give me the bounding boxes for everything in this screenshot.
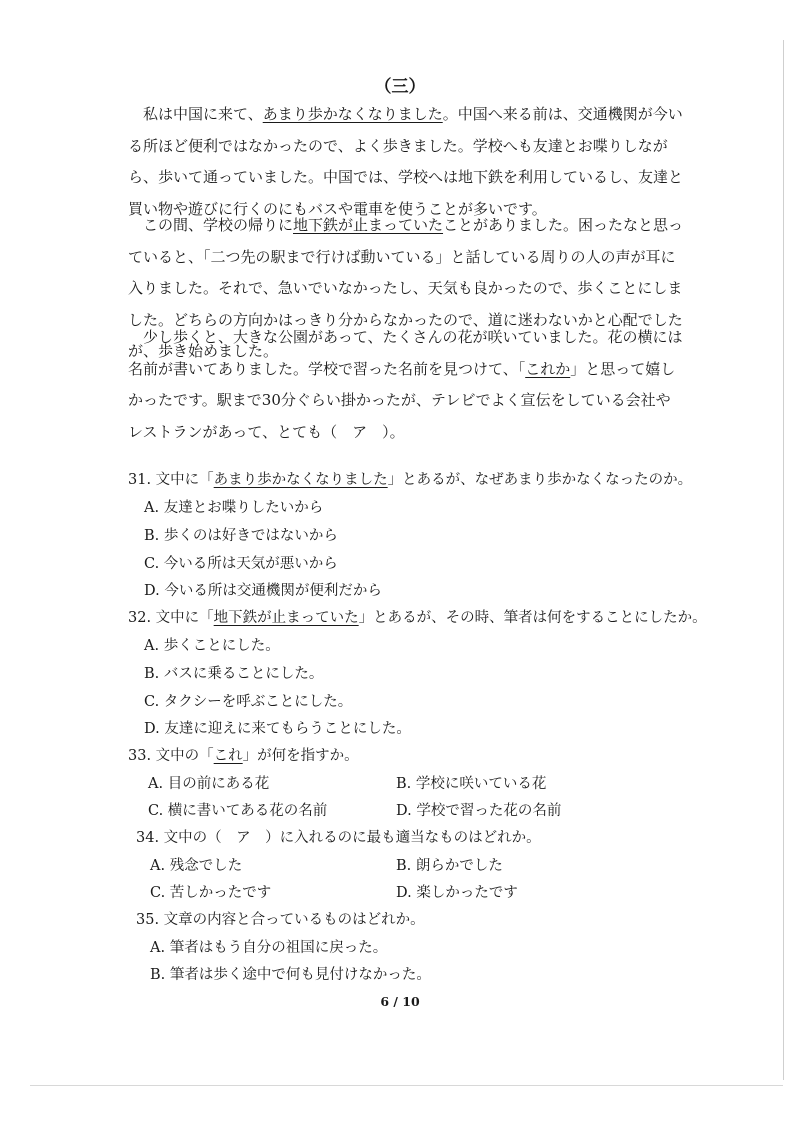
question-text: 31. 文中に「: [128, 472, 214, 488]
underlined-phrase: あまり歩かなくなりました: [213, 472, 388, 488]
choice-35a[interactable]: A. 筆者はもう自分の祖国に戻った。: [150, 940, 388, 956]
choice-31b[interactable]: B. 歩くのは好きではないから: [144, 528, 338, 544]
choice-33b[interactable]: B. 学校に咲いている花: [396, 776, 547, 792]
underlined-phrase: これ: [213, 748, 243, 764]
page-edge-bottom: [30, 1085, 783, 1086]
question-35: [136, 910, 425, 930]
question-31: [128, 470, 692, 490]
underlined-phrase: 地下鉄が止まっていた: [293, 216, 444, 234]
choice-34a[interactable]: A. 残念でした: [150, 858, 243, 874]
text-segment: 私は中国に来て、: [143, 105, 263, 123]
choice-34c[interactable]: C. 苦しかったです: [150, 885, 272, 901]
text-segment: 。中国へ来る前は、交通機関が今いる所ほど便利ではなかったので、よく歩きました。学校へも友達とお喋りしながら、歩いて通っていました。中国では、学校へは地下鉄を利用しているし、友達と買い物や遊びに行くのにもバスや電車を使うことが多いです。: [128, 105, 684, 218]
question-text: 」が何を指すか。: [242, 748, 359, 764]
question-32: [128, 608, 707, 628]
question-text: 」とあるが、なぜあまり歩かなくなったのか。: [387, 472, 693, 488]
question-text: 34. 文中の（ ア ）に入れるのに最も適当なものはどれか。: [136, 830, 541, 846]
section-title: （三）: [374, 77, 426, 97]
question-text: 33. 文中の「: [128, 748, 214, 764]
underlined-phrase: 地下鉄が止まっていた: [213, 610, 359, 626]
question-33: [128, 746, 359, 766]
page-number: 6 / 10: [380, 994, 420, 1009]
choice-31a[interactable]: A. 友達とお喋りしたいから: [144, 500, 324, 516]
question-text: 」とあるが、その時、筆者は何をすることにしたか。: [358, 610, 707, 626]
underlined-phrase: これか: [525, 359, 571, 378]
page-edge-right: [783, 40, 784, 1080]
underlined-phrase: あまり歩かなくなりました: [262, 105, 443, 123]
choice-31d[interactable]: D. 今いる所は交通機関が便利だから: [144, 583, 382, 599]
choice-35b[interactable]: B. 筆者は歩く途中で何も見付けなかった。: [150, 967, 431, 983]
text-segment: 少し歩くと、大きな公園があって、たくさんの花が咲いていました。花の横には名前が書いてありました。学校で習った名前を見つけて、「: [128, 328, 683, 378]
choice-32d[interactable]: D. 友達に迎えに来てもらうことにした。: [144, 721, 411, 737]
question-text: 35. 文章の内容と合っているものはどれか。: [136, 912, 425, 928]
text-segment: ことがありました。困ったなと思っていると、「二つ先の駅まで行けば動いている」と話している周りの人の声が耳に入りました。それで、急いでいなかったし、天気も良かったので、歩くことにしました。どちらの方向かはっきり分からなかったので、道に迷わないかと心配でしたが、歩き始めました。: [128, 216, 684, 361]
choice-32b[interactable]: B. バスに乗ることにした。: [144, 666, 324, 682]
choice-33d[interactable]: D. 学校で習った花の名前: [396, 803, 562, 819]
choice-34b[interactable]: B. 朗らかでした: [396, 858, 503, 874]
choice-34d[interactable]: D. 楽しかったです: [396, 885, 518, 901]
choice-33a[interactable]: A. 目の前にある花: [148, 776, 270, 792]
choice-33c[interactable]: C. 横に書いてある花の名前: [148, 803, 328, 819]
choice-31c[interactable]: C. 今いる所は天気が悪いから: [144, 556, 338, 572]
text-segment: この間、学校の帰りに: [143, 216, 294, 234]
passage-paragraph-1: [128, 99, 684, 225]
question-text: 32. 文中に「: [128, 610, 214, 626]
choice-32a[interactable]: A. 歩くことにした。: [144, 638, 280, 654]
choice-32c[interactable]: C. タクシーを呼ぶことにした。: [144, 694, 353, 710]
text-segment: 」と思って嬉しかったです。駅まで30分ぐらい掛かったが、テレビでよく宣伝をしている会社やレストランがあって、とても（ ア ）。: [128, 359, 676, 441]
passage-paragraph-3: [128, 322, 684, 448]
question-34: [136, 828, 541, 848]
